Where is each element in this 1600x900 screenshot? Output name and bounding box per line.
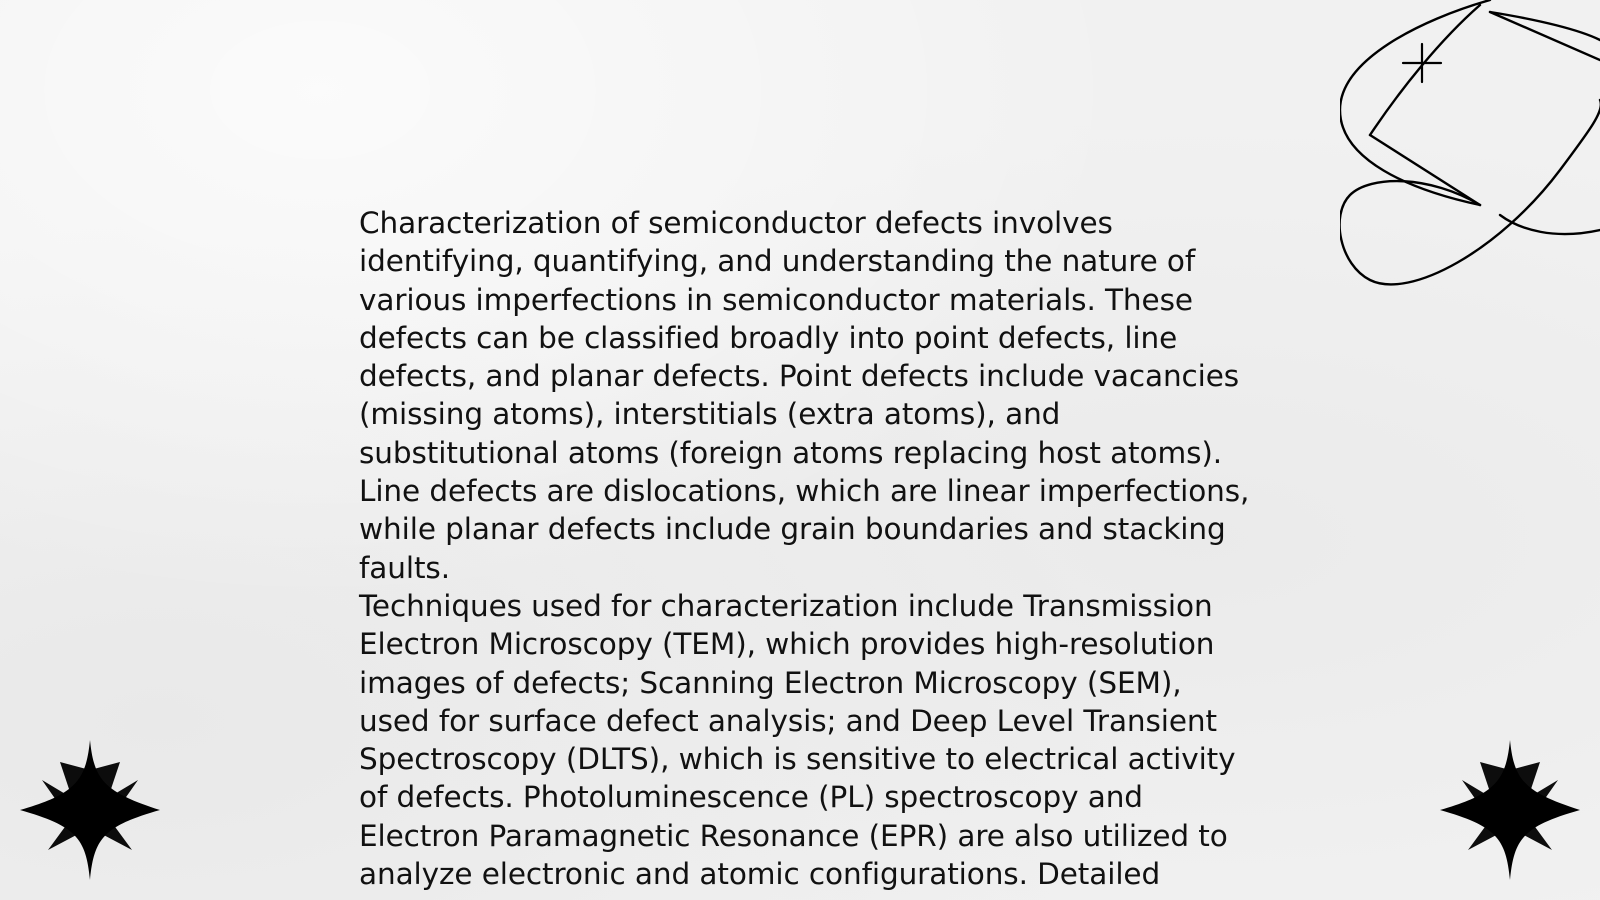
slide-body-text xyxy=(359,204,1259,893)
orbit-doodle-icon xyxy=(1340,0,1600,290)
star-icon-bottom-right xyxy=(1440,740,1580,880)
star-icon-bottom-left xyxy=(20,740,160,880)
paragraph-defect-types: Characterization of semiconductor defects involves identifying, quantifying, and understanding the nature of various imperfections in semiconductor materials. These defects can be classified broadly into point defects, line defects, and planar defects. Point defects include vacancies (missing atoms), interstitials (extra atoms), and substitutional atoms (foreign atoms replacing host atoms). Line defects are dislocations, which are linear imperfections, while planar defects include grain boundaries and stacking faults. xyxy=(359,206,1250,585)
paragraph-techniques: Techniques used for characterization include Transmission Electron Microscopy (TEM), which provides high-resolution images of defects; Scanning Electron Microscopy (SEM), used for surface defect analysis; and Deep Level Transient Spectroscopy (DLTS), which is sensitive to electrical activity of defects. Photoluminescence (PL) spectroscopy and Electron Paramagnetic Resonance (EPR) are also utilized to analyze electronic and atomic configurations. Detailed xyxy=(359,588,1236,892)
